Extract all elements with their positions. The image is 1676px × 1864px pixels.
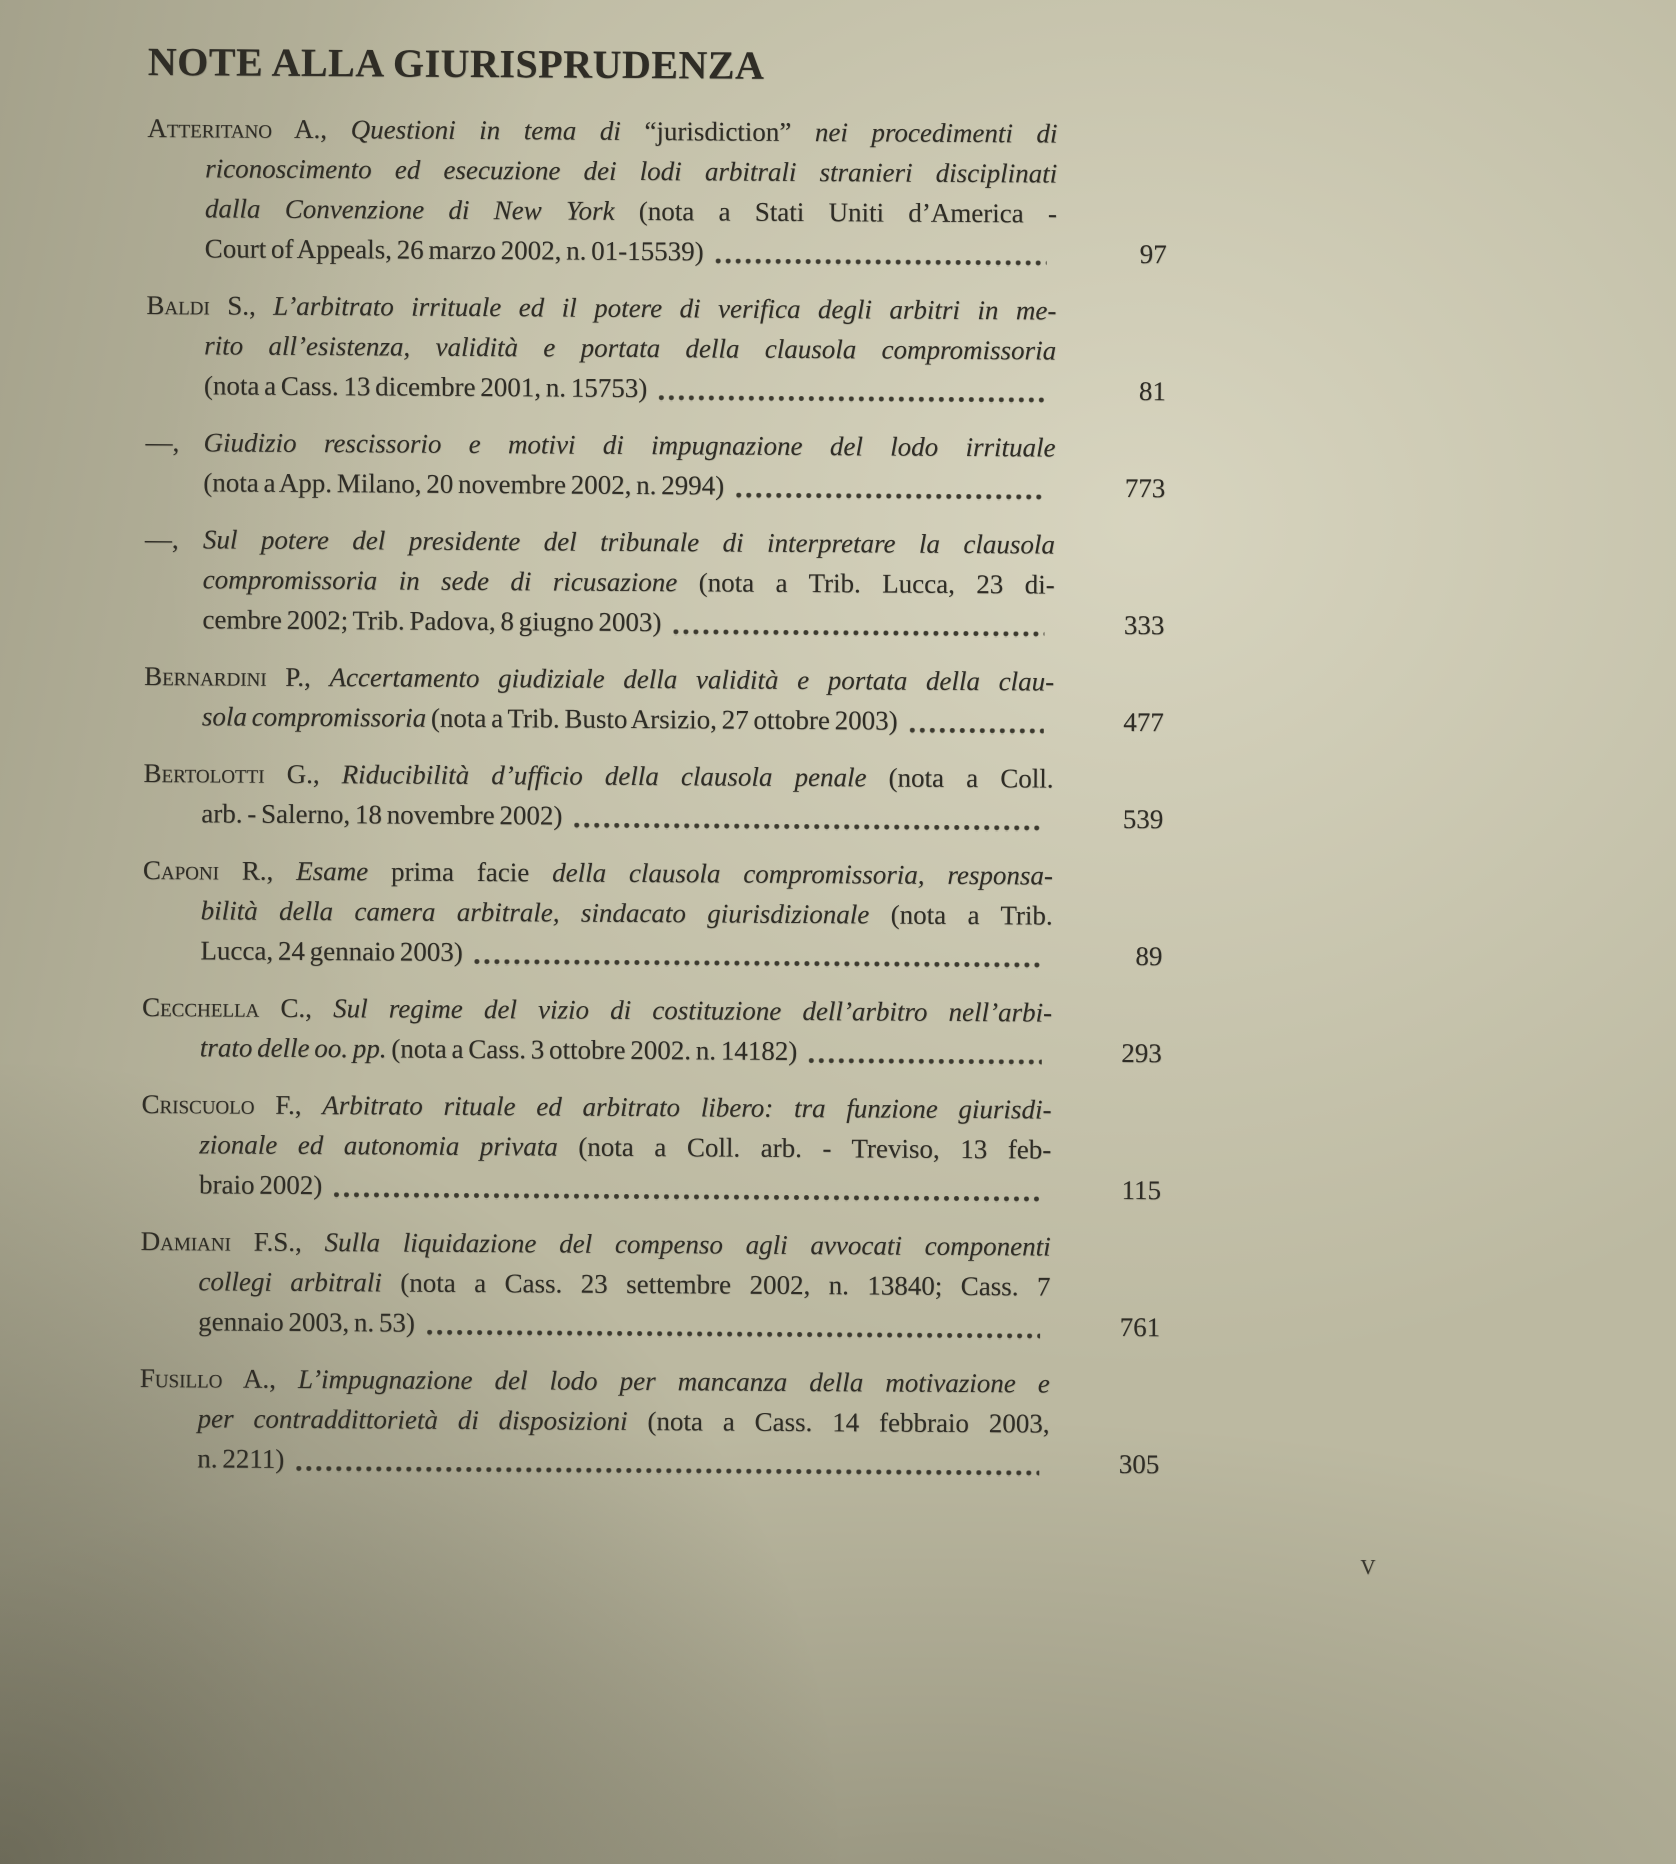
toc-line [144,599,1164,645]
toc-line [143,850,1163,896]
toc-line-text [203,462,724,505]
page-number: 305 [1118,1448,1160,1480]
work-title: collegi arbitrali [198,1266,401,1298]
citation-text: (nota a Coll. [888,762,1054,794]
section-heading: NOTE ALLA GIURISPRUDENZA [147,39,765,88]
toc-line [145,422,1165,468]
toc-line-text [200,930,463,972]
citation-text: (nota a Trib. Busto Arsizio, 27 ottobre 2003) [430,702,898,736]
toc-line-text [200,1027,798,1071]
toc-entry [145,422,1165,508]
toc-line [139,1438,1159,1484]
toc-line [145,462,1165,508]
work-title: riconoscimento ed esecuzione dei lodi arbitrali stranieri disciplinati [205,153,1058,189]
toc-line [145,519,1165,565]
toc-line-text [197,1438,284,1479]
work-title: L’arbitrato irrituale ed il potere di verifica degli arbitri in me- [273,290,1057,326]
citation-text: (nota a App. Milano, 20 novembre 2002, n. 2994) [203,467,725,501]
page-content [139,39,1168,1501]
work-title: sola compromissoria [201,701,432,733]
citation-text: (nota a Cass. 23 settembre 2002, n. 13840; Cass. 7 [400,1267,1051,1302]
dot-leader [734,466,1045,508]
toc-line-text [205,228,704,271]
work-title: bilità della camera arbitrale, sindacato giurisdizionale [200,895,891,930]
citation-text: prima facie [390,856,553,888]
citation-text: (nota a Cass. 3 ottobre 2002. n. 14182) [391,1033,798,1066]
toc-line [139,1398,1159,1444]
citation-text: (nota a Cass. 14 febbraio 2003, [647,1406,1050,1439]
page-number: 761 [1119,1311,1161,1343]
citation-text: “jurisdiction” [644,116,815,148]
dot-leader [671,602,1044,644]
toc-line-text [199,1164,322,1205]
citation-text: (nota a Cass. 13 dicembre 2001, n. 15753) [203,370,648,404]
author-name: Atteritano A., [147,112,351,145]
toc-list [139,108,1167,1484]
work-title: trato delle oo. pp. [199,1032,392,1064]
toc-line [142,1027,1162,1073]
same-author-dash: —, [145,426,180,458]
author-name: Caponi R., [142,854,297,886]
work-title: dalla Convenzione di New York [204,193,639,227]
author-name: Fusillo A., [139,1362,299,1394]
work-title: della clausola compromissoria, responsa- [552,857,1054,891]
toc-line-text [198,1301,415,1342]
work-title: Riducibilità d’ufficio della clausola penale [341,759,889,793]
work-title: nei procedimenti di [814,117,1058,149]
citation-text: braio 2002) [198,1169,323,1201]
dot-leader [294,1439,1039,1484]
page-number: 773 [1124,472,1166,504]
work-title: rito all’esistenza, validità e portata della clausola compromissoria [204,330,1057,366]
dot-leader [908,701,1044,742]
toc-line [146,365,1166,411]
work-title: Giudizio rescissorio e motivi di impugnazione del lodo irrituale [203,427,1056,463]
toc-line [143,753,1163,799]
toc-line [141,1221,1161,1267]
dot-leader [807,1031,1042,1072]
toc-line [147,108,1167,154]
author-name: Damiani F.S., [140,1225,325,1258]
work-title: Esame [296,855,392,887]
toc-line [141,1124,1161,1170]
work-title: zionale ed autonomia privata [199,1129,579,1162]
toc-line [147,188,1167,234]
page-number: 89 [1135,941,1163,972]
author-name: Cecchella C., [142,991,334,1024]
dot-leader [714,231,1047,273]
toc-entry [147,108,1168,274]
page-number: 539 [1122,803,1164,835]
citation-text: (nota a Trib. [890,899,1053,931]
author-name: Bernardini P., [144,660,330,693]
toc-line-text [204,365,648,408]
work-title: Sul regime del vizio di costituzione dell’arbitro nell’arbi- [333,993,1053,1028]
work-title: compromissoria in sede di ricusazione [202,564,699,598]
toc-entry [141,1084,1162,1210]
toc-line [143,793,1163,839]
author-name: Baldi S., [146,289,274,321]
toc-line [142,930,1162,976]
work-title: Accertamento giudiziale della validità e portata della clau- [329,662,1055,697]
citation-text: gennaio 2003, n. 53) [198,1306,415,1338]
toc-line-text [202,599,661,642]
author-name: Criscuolo F., [141,1088,323,1121]
toc-entry [142,850,1163,976]
toc-line [143,890,1163,936]
toc-entry [144,656,1164,742]
toc-entry [146,285,1167,411]
citation-text: arb. - Salerno, 18 novembre 2002) [201,798,563,831]
folio-page-number: v [1360,1548,1376,1581]
work-title: per contraddittorietà di disposizioni [197,1403,648,1437]
toc-line [142,987,1162,1033]
citation-text: (nota a Stati Uniti d’America - [638,196,1058,229]
page-number: 97 [1139,239,1167,270]
toc-line [146,285,1166,331]
citation-text: (nota a Trib. Lucca, 23 di- [698,567,1055,600]
toc-line [141,1084,1161,1130]
toc-entry [140,1221,1161,1347]
toc-line [140,1301,1160,1347]
citation-text: Court of Appeals, 26 marzo 2002, n. 01-15539) [204,233,704,267]
page-number: 477 [1123,706,1164,738]
toc-line [144,696,1164,742]
dot-leader [657,368,1046,410]
author-name: Bertolotti G., [143,757,342,790]
page-number: 293 [1121,1037,1162,1069]
dot-leader [473,932,1043,975]
dot-leader [572,796,1043,839]
page-number: 333 [1123,609,1165,641]
toc-line-text [202,696,898,740]
toc-line [146,325,1166,371]
same-author-dash: —, [144,523,179,555]
toc-entry [139,1358,1160,1484]
toc-line [147,228,1167,274]
toc-entry [144,519,1165,645]
work-title: Sul potere del presidente del tribunale di interpretare la clausola [202,524,1056,560]
work-title: Arbitrato rituale ed arbitrato libero: tra funzione giurisdi- [322,1090,1052,1125]
citation-text: cembre 2002; Trib. Padova, 8 giugno 2003) [202,604,662,638]
toc-line [147,148,1167,194]
toc-line [140,1261,1160,1307]
toc-line-text [201,793,562,835]
work-title: Sulla liquidazione del compenso agli avvocati componenti [324,1227,1051,1262]
citation-text: n. 2211) [197,1443,285,1474]
toc-line [141,1164,1161,1210]
toc-line [145,559,1165,605]
dot-leader [332,1165,1041,1209]
toc-entry [142,987,1162,1073]
toc-line [140,1358,1160,1404]
work-title: Questioni in tema di [350,114,645,147]
page-number: 81 [1138,376,1166,407]
citation-text: Lucca, 24 gennaio 2003) [200,935,463,967]
page-number: 115 [1121,1174,1162,1206]
toc-line [144,656,1164,702]
dot-leader [425,1303,1041,1347]
toc-entry [143,753,1163,839]
citation-text: (nota a Coll. arb. - Treviso, 13 feb- [578,1131,1052,1165]
work-title: L’impugnazione del lodo per mancanza della motivazione e [297,1363,1050,1399]
